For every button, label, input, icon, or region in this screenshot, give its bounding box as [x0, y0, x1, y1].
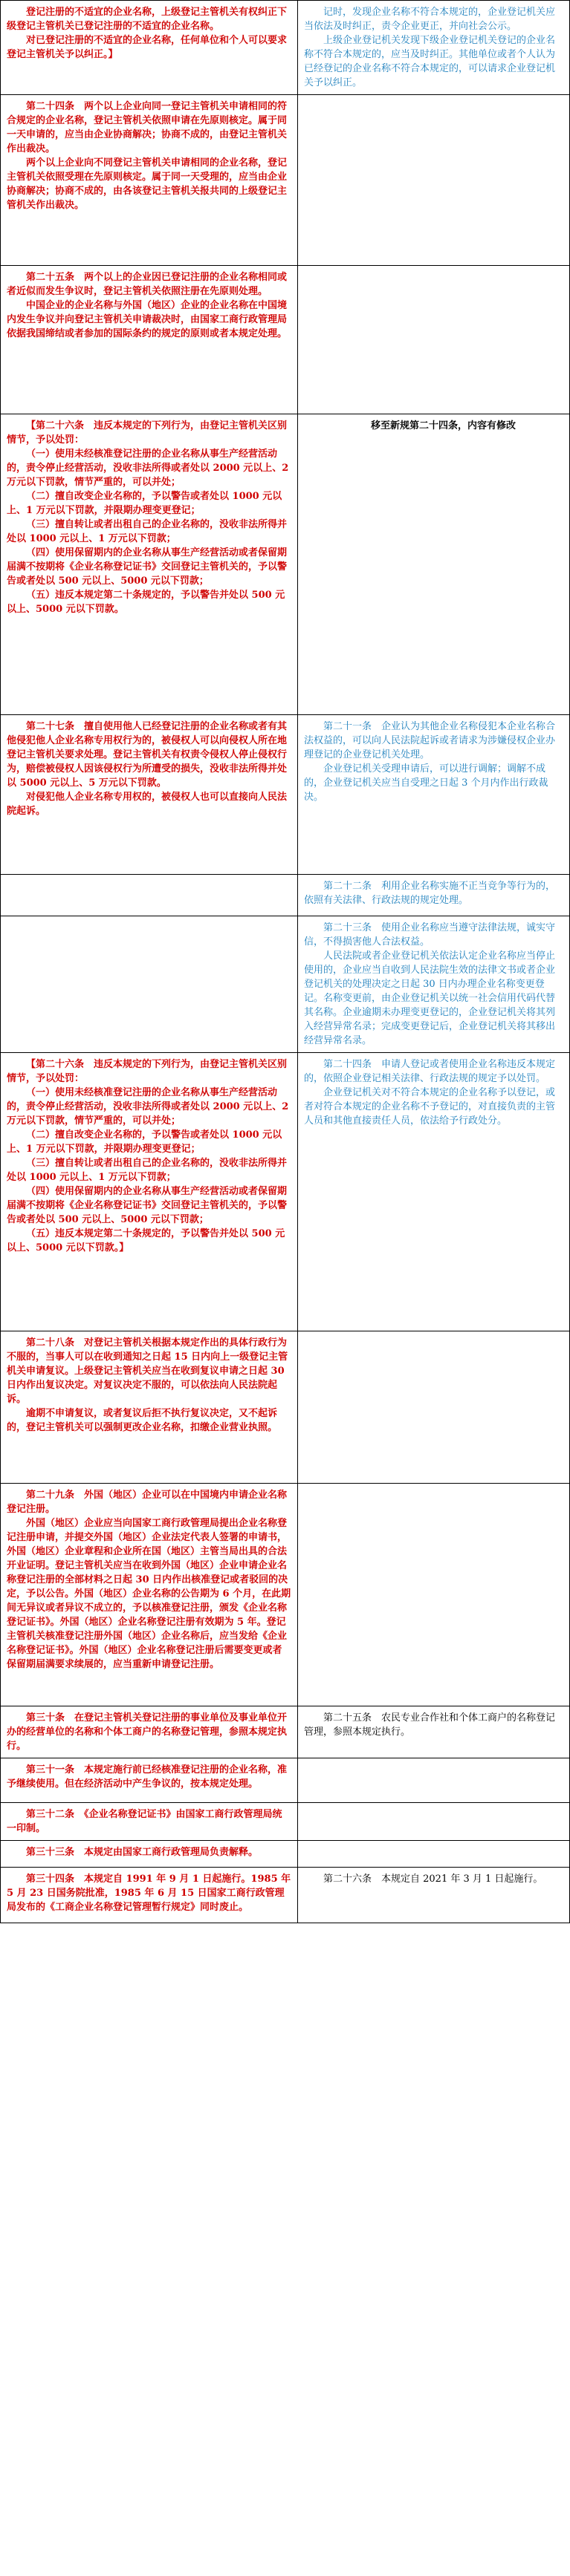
- provision-paragraph: （四）使用保留期内的企业名称从事生产经营活动或者保留期届满不按期将《企业名称登记证书》交回登记主管机关的，予以警告或者处以 500 元以上、5000 元以下罚款；: [7, 1186, 288, 1225]
- provision-paragraph: 登记注册的不适宜的企业名称，上级登记主管机关有权纠正下级登记主管机关已登记注册的不适宜的企业名称。: [7, 7, 288, 32]
- provision-paragraph: 第二十九条 外国（地区）企业可以在中国境内申请企业名称登记注册。: [7, 1490, 288, 1515]
- provision-paragraph: 第二十七条 擅自使用他人已经登记注册的企业名称或者有其他侵犯他人企业名称专用权行为的，被侵权人可以向侵权人所在地登记主管机关要求处理。登记主管机关有权责令侵权人停止侵权行为，赔偿被侵权人因该侵权行为所遭受的损失，没收非法所得并处以 5000 元以上、5 万元以下罚款。: [7, 721, 288, 789]
- new-provision-cell: [298, 1331, 570, 1484]
- provision-paragraph: 第二十五条 农民专业合作社和个体工商户的名称登记管理，参照本规定执行。: [304, 1712, 556, 1738]
- new-provision-cell: [298, 1706, 570, 1758]
- provision-paragraph: 第二十四条 两个以上企业向同一登记主管机关申请相同的符合规定的企业名称，登记主管机关依照申请在先原则核定。属于同一天申请的，应当由企业协商解决；协商不成的，由登记主管机关作出裁决。: [7, 101, 288, 154]
- old-provision-cell: [1, 875, 298, 916]
- provision-paragraph: 中国企业的企业名称与外国（地区）企业的企业名称在中国境内发生争议并向登记主管机关申请裁决时，由国家工商行政管理局依据我国缔结或者参加的国际条约的规定的原则或者本规定处理。: [7, 300, 288, 339]
- provision-paragraph: 第二十一条 企业认为其他企业名称侵犯本企业名称合法权益的，可以向人民法院起诉或者请求为涉嫌侵权企业办理登记的企业登记机关处理。: [304, 721, 556, 760]
- provision-paragraph: 第三十四条 本规定自 1991 年 9 月 1 日起施行。1985 年 5 月 23 日国务院批准，1985 年 6 月 15 日国家工商行政管理局发布的《工商企业名称登记管理暂行规定》同时废止。: [7, 1874, 291, 1913]
- provision-paragraph: （三）擅自转让或者出租自己的企业名称的，没收非法所得并处以 1000 元以上、1 万元以下罚款；: [7, 1158, 288, 1183]
- provision-paragraph: 企业登记机关对不符合本规定的企业名称予以登记，或者对符合本规定的企业名称不予登记的，对直接负责的主管人员和其他直接责任人员，依法给予行政处分。: [304, 1087, 556, 1126]
- table-row: [1, 1758, 570, 1803]
- provision-paragraph: 第三十三条 本规定由国家工商行政管理局负责解释。: [26, 1847, 259, 1858]
- provision-paragraph: 【第二十六条 违反本规定的下列行为，由登记主管机关区别情节，予以处罚：: [7, 420, 288, 446]
- provision-paragraph: 上级企业登记机关发现下级企业登记机关登记的企业名称不符合本规定的，应当及时纠正。其他单位或者个人认为已经登记的企业名称不符合本规定的，可以请求企业登记机关予以纠正。: [304, 35, 556, 88]
- provision-paragraph: 第二十二条 利用企业名称实施不正当竞争等行为的，依照有关法律、行政法规的规定处理。: [304, 881, 556, 906]
- new-provision-cell: [298, 1803, 570, 1841]
- table-row: [1, 1868, 570, 1923]
- provision-paragraph: （二）擅自改变企业名称的，予以警告或者处以 1000 元以上、1 万元以下罚款，并限期办理变更登记；: [7, 1129, 282, 1155]
- table-row: [1, 1053, 570, 1331]
- provision-paragraph: 外国（地区）企业应当向国家工商行政管理局提出企业名称登记注册申请，并提交外国（地区）企业法定代表人签署的申请书，外国（地区）企业章程和企业所在国（地区）主管当局出具的合法开业证明。登记主管机关应当在收到外国（地区）企业申请企业名称登记注册的全部材料之日起 30 日内作出核准登记或者驳回的决定，予以公告。外国（地区）企业名称的公告期为 6 个月，在此期间无异议或者异议不成立的，予以核准登记注册，颁发《企业名称登记证书》。外国（地区）企业名称登记注册有效期为 5 年。登记主管机关核准登记注册外国（地区）企业名称后，应当发给《企业名称登记证书》。外国（地区）企业名称登记注册后需要变更或者保留期届满要求续展的，应当重新申请登记注册。: [7, 1518, 291, 1670]
- provision-paragraph: （一）使用未经核准登记注册的企业名称从事生产经营活动的，责令停止经营活动，没收非法所得或者处以 2000 元以上、2 万元以下罚款，情节严重的，可以并处；: [7, 1087, 289, 1126]
- provision-paragraph: 第三十一条 本规定施行前已经核准登记注册的企业名称，准予继续使用。但在经济活动中产生争议的，按本规定处理。: [7, 1764, 288, 1790]
- provision-paragraph: （三）擅自转让或者出租自己的企业名称的，没收非法所得并处以 1000 元以上、1 万元以下罚款；: [7, 519, 288, 544]
- new-provision-cell: [298, 95, 570, 266]
- new-provision-cell: [298, 875, 570, 916]
- provision-paragraph: 记时，发现企业名称不符合本规定的，企业登记机关应当依法及时纠正，责令企业更正，并向社会公示。: [304, 7, 556, 32]
- table-row: [1, 1484, 570, 1706]
- provision-paragraph: 第二十六条 本规定自 2021 年 3 月 1 日起施行。: [323, 1874, 543, 1885]
- old-provision-cell: [1, 1, 298, 95]
- table-row: [1, 875, 570, 916]
- table-row: [1, 95, 570, 266]
- new-provision-cell: [298, 266, 570, 414]
- old-provision-cell: [1, 916, 298, 1053]
- old-provision-cell: [1, 414, 298, 715]
- old-provision-cell: [1, 715, 298, 875]
- old-provision-cell: [1, 1841, 298, 1868]
- table-row: [1, 1331, 570, 1484]
- table-row: [1, 1803, 570, 1841]
- provision-paragraph: （二）擅自改变企业名称的，予以警告或者处以 1000 元以上、1 万元以下罚款，并限期办理变更登记；: [7, 491, 282, 516]
- table-row: [1, 1841, 570, 1868]
- provision-paragraph: （五）违反本规定第二十条规定的，予以警告并处以 500 元以上、5000 元以下罚款。: [7, 590, 285, 615]
- old-provision-cell: [1, 266, 298, 414]
- new-provision-cell: [298, 916, 570, 1053]
- provision-paragraph: 第三十二条 《企业名称登记证书》由国家工商行政管理局统一印制。: [7, 1809, 282, 1834]
- provision-paragraph: 第二十三条 使用企业名称应当遵守法律法规，诚实守信，不得损害他人合法权益。: [304, 922, 556, 948]
- provision-paragraph: 人民法院或者企业登记机关依法认定企业名称应当停止使用的，企业应当自收到人民法院生效的法律文书或者企业登记机关的处理决定之日起 30 日内办理企业名称变更登记。名称变更前，由企业登记机关以统一社会信用代码代替其名称。企业逾期未办理变更登记的，企业登记机关将其列入经营异常名录；完成变更登记后，企业登记机关将其移出经营异常名录。: [304, 950, 556, 1046]
- provision-paragraph: 企业登记机关受理申请后，可以进行调解；调解不成的，企业登记机关应当自受理之日起 3 个月内作出行政裁决。: [304, 763, 548, 803]
- new-provision-cell: [298, 1, 570, 95]
- new-provision-cell: [298, 1868, 570, 1923]
- new-provision-cell: [298, 1758, 570, 1803]
- provision-paragraph: 移至新规第二十四条，内容有修改: [370, 420, 516, 431]
- provision-paragraph: 【第二十六条 违反本规定的下列行为，由登记主管机关区别情节，予以处罚：: [7, 1059, 288, 1084]
- provision-paragraph: 第二十八条 对登记主管机关根据本规定作出的具体行政行为不服的，当事人可以在收到通知之日起 15 日内向上一级登记主管机关申请复议。上级登记主管机关应当在收到复议申请之日起 30 日内作出复议决定。对复议决定不服的，可以依法向人民法院起诉。: [7, 1337, 288, 1405]
- table-row: [1, 916, 570, 1053]
- old-provision-cell: [1, 1868, 298, 1923]
- provision-paragraph: 两个以上企业向不同登记主管机关申请相同的企业名称，登记主管机关依照受理在先原则核定。属于同一天受理的，应当由企业协商解决；协商不成的，由各该登记主管机关报共同的上级登记主管机关作出裁决。: [7, 157, 288, 211]
- old-provision-cell: [1, 1803, 298, 1841]
- provision-paragraph: （一）使用未经核准登记注册的企业名称从事生产经营活动的，责令停止经营活动，没收非法所得或者处以 2000 元以上、2 万元以下罚款，情节严重的，可以并处；: [7, 449, 289, 488]
- table-body: [1, 1, 570, 1923]
- table-row: [1, 266, 570, 414]
- new-provision-cell: [298, 715, 570, 875]
- provision-paragraph: 第三十条 在登记主管机关登记注册的事业单位及事业单位开办的经营单位的名称和个体工商户的名称登记管理，参照本规定执行。: [7, 1712, 288, 1752]
- new-provision-cell: [298, 414, 570, 715]
- provision-paragraph: 对侵犯他人企业名称专用权的，被侵权人也可以直接向人民法院起诉。: [7, 792, 288, 817]
- table-row: [1, 1706, 570, 1758]
- old-provision-cell: [1, 95, 298, 266]
- provision-paragraph: 第二十五条 两个以上的企业因已登记注册的企业名称相同或者近似而发生争议时，登记主管机关依照注册在先原则处理。: [7, 272, 288, 297]
- old-provision-cell: [1, 1053, 298, 1331]
- old-provision-cell: [1, 1706, 298, 1758]
- provision-paragraph: 逾期不申请复议，或者复议后拒不执行复议决定，又不起诉的，登记主管机关可以强制更改企业名称，扣缴企业营业执照。: [7, 1408, 278, 1433]
- new-provision-cell: [298, 1053, 570, 1331]
- table-row: [1, 1, 570, 95]
- old-provision-cell: [1, 1331, 298, 1484]
- old-provision-cell: [1, 1758, 298, 1803]
- provision-paragraph: 第二十四条 申请人登记或者使用企业名称违反本规定的，依照企业登记相关法律、行政法规的规定予以处罚。: [304, 1059, 556, 1084]
- table-row: [1, 414, 570, 715]
- table-row: [1, 715, 570, 875]
- provision-paragraph: （四）使用保留期内的企业名称从事生产经营活动或者保留期届满不按期将《企业名称登记证书》交回登记主管机关的，予以警告或者处以 500 元以上、5000 元以下罚款；: [7, 547, 288, 587]
- provision-paragraph: （五）违反本规定第二十条规定的，予以警告并处以 500 元以上、5000 元以下罚款。】: [7, 1228, 285, 1253]
- new-provision-cell: [298, 1484, 570, 1706]
- provision-paragraph: 对已登记注册的不适宜的企业名称，任何单位和个人可以要求登记主管机关予以纠正。】: [7, 35, 288, 60]
- new-provision-cell: [298, 1841, 570, 1868]
- old-provision-cell: [1, 1484, 298, 1706]
